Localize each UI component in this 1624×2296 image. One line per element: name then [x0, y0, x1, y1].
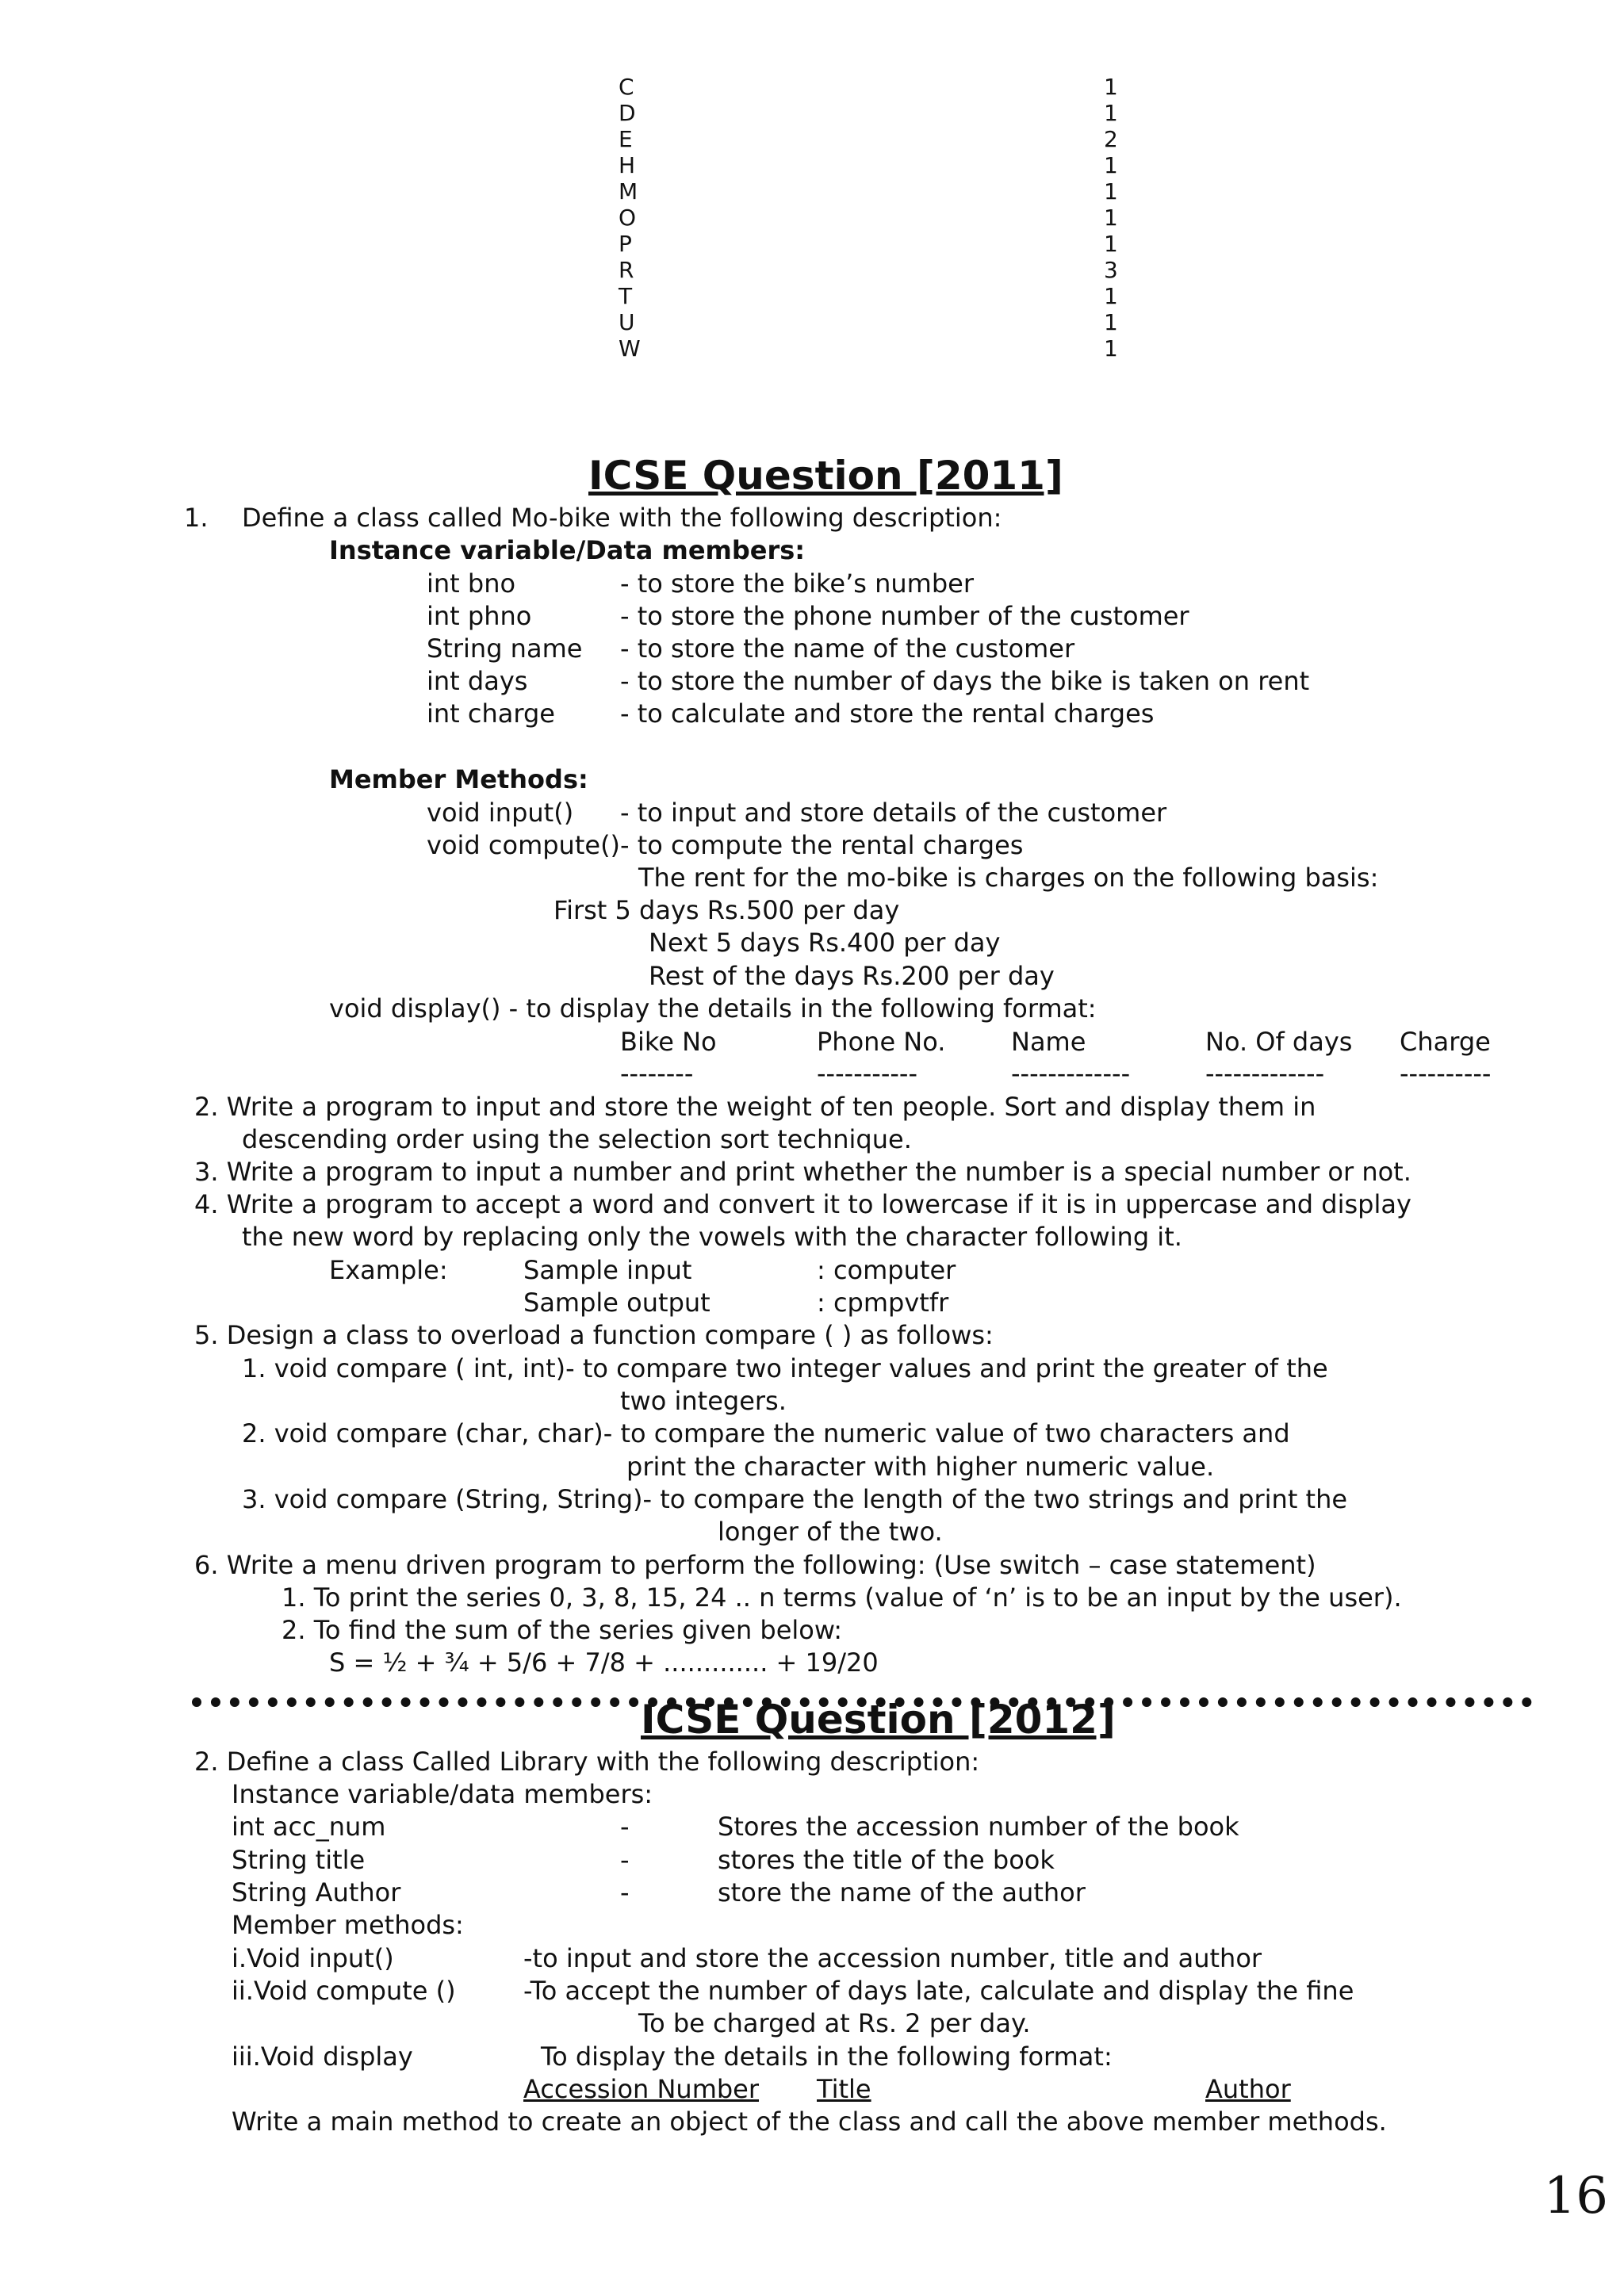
method-desc: To be charged at Rs. 2 per day. [638, 2008, 1031, 2038]
format-dashes: ------------- [1011, 1058, 1131, 1089]
question-text: Define a class called Mo-bike with the following description: [242, 503, 1002, 533]
method-line: void compute()- to compute the rental charges [427, 830, 1024, 860]
table-count: 2 [1104, 126, 1118, 152]
variable-desc: store the name of the author [718, 1877, 1086, 1908]
sub-item: 2. To find the sum of the series given below: [282, 1615, 843, 1645]
table-count: 1 [1104, 309, 1118, 335]
variable-name: int charge [427, 698, 555, 729]
method-name: iii.Void display [232, 2042, 413, 2072]
sub-item: 1. To print the series 0, 3, 8, 15, 24 .. n terms (value of ‘n’ is to be an input by the user). [282, 1582, 1402, 1613]
question-text: 4. Write a program to accept a word and convert it to lowercase if it is in uppercase and display [194, 1189, 1411, 1219]
method-name: i.Void input() [232, 1943, 394, 1973]
variable-desc: - to calculate and store the rental charges [620, 698, 1155, 729]
question-number: 1. [184, 503, 209, 533]
table-letter: H [619, 152, 636, 178]
question-text: Write a main method to create an object of the class and call the above member methods. [232, 2107, 1387, 2137]
subheading-instance-variables: Instance variable/Data members: [329, 535, 806, 565]
table-letter: O [619, 205, 637, 231]
method-name: void input() [427, 798, 574, 828]
format-dashes: ----------- [817, 1058, 918, 1089]
subheading-member-methods: Member methods: [232, 1910, 464, 1940]
format-header: Charge [1400, 1027, 1491, 1057]
method-desc: -To accept the number of days late, calculate and display the fine [523, 1976, 1354, 2006]
subheading-instance-variables: Instance variable/data members: [232, 1779, 653, 1809]
table-letter: P [619, 231, 632, 257]
method-desc: - to input and store details of the customer [620, 798, 1167, 828]
rent-line: Next 5 days Rs.400 per day [649, 928, 1001, 958]
section-heading-2012: ICSE Question [2012] [641, 1697, 1116, 1743]
table-count: 1 [1104, 74, 1118, 100]
method-desc: To display the details in the following format: [541, 2042, 1113, 2072]
table-count: 1 [1104, 205, 1118, 231]
sub-item: 2. void compare (char, char)- to compare the numeric value of two characters and [242, 1418, 1290, 1448]
table-letter: M [619, 178, 638, 205]
variable-name: String title [232, 1845, 366, 1875]
format-header: No. Of days [1205, 1027, 1353, 1057]
variable-dash: - [620, 1877, 630, 1908]
variable-name: String name [427, 633, 583, 664]
variable-dash: - [620, 1812, 630, 1842]
table-letter: C [619, 74, 634, 100]
question-text: the new word by replacing only the vowels with the character following it. [242, 1222, 1182, 1252]
sub-item: two integers. [620, 1386, 787, 1416]
table-letter: E [619, 126, 633, 152]
variable-desc: - to store the phone number of the customer [620, 601, 1189, 631]
question-text: 5. Design a class to overload a function compare ( ) as follows: [194, 1320, 994, 1350]
variable-name: int acc_num [232, 1812, 386, 1842]
subheading-member-methods: Member Methods: [329, 764, 588, 794]
variable-desc: - to store the name of the customer [620, 633, 1075, 664]
sample-value: : cpmpvtfr [817, 1288, 949, 1318]
table-letter: U [619, 309, 635, 335]
table-count: 3 [1104, 257, 1118, 283]
rent-basis: The rent for the mo-bike is charges on the following basis: [638, 863, 1379, 893]
sub-item: print the character with higher numeric value. [626, 1452, 1215, 1482]
variable-desc: stores the title of the book [718, 1845, 1055, 1875]
sample-value: : computer [817, 1255, 956, 1285]
method-line: void display() - to display the details in the following format: [329, 993, 1097, 1024]
sample-label: Sample input [523, 1255, 692, 1285]
rent-line: First 5 days Rs.500 per day [553, 895, 900, 925]
sub-item: 1. void compare ( int, int)- to compare two integer values and print the greater of the [242, 1353, 1328, 1383]
table-count: 1 [1104, 231, 1118, 257]
format-header: Accession Number [523, 2074, 760, 2104]
page-number: 16 [1543, 2167, 1608, 2225]
format-dashes: -------- [620, 1058, 694, 1089]
variable-desc: - to store the number of days the bike is taken on rent [620, 666, 1310, 696]
table-count: 1 [1104, 178, 1118, 205]
question-text: 6. Write a menu driven program to perform the following: (Use switch – case statement) [194, 1550, 1316, 1580]
question-text: 2. Define a class Called Library with the following description: [194, 1747, 980, 1777]
variable-desc: - to store the bike’s number [620, 568, 974, 599]
table-letter: D [619, 100, 636, 126]
question-text: 2. Write a program to input and store the weight of ten people. Sort and display them in [194, 1092, 1316, 1122]
question-text: descending order using the selection sort technique. [242, 1124, 912, 1154]
format-header: Author [1205, 2074, 1291, 2104]
table-count: 1 [1104, 100, 1118, 126]
table-count: 1 [1104, 152, 1118, 178]
format-header: Title [817, 2074, 871, 2104]
format-dashes: ---------- [1400, 1058, 1492, 1089]
table-letter: T [619, 283, 633, 309]
format-dashes: ------------- [1205, 1058, 1325, 1089]
variable-desc: Stores the accession number of the book [718, 1812, 1239, 1842]
method-name: ii.Void compute () [232, 1976, 456, 2006]
sample-label: Sample output [523, 1288, 710, 1318]
variable-dash: - [620, 1845, 630, 1875]
variable-name: String Author [232, 1877, 401, 1908]
table-count: 1 [1104, 335, 1118, 362]
sub-item: 3. void compare (String, String)- to compare the length of the two strings and print the [242, 1484, 1348, 1514]
variable-name: int days [427, 666, 528, 696]
table-letter: W [619, 335, 641, 362]
section-heading-2011: ICSE Question [2011] [588, 453, 1063, 499]
format-header: Name [1011, 1027, 1086, 1057]
table-count: 1 [1104, 283, 1118, 309]
table-letter: R [619, 257, 634, 283]
method-desc: -to input and store the accession number, title and author [523, 1943, 1262, 1973]
variable-name: int bno [427, 568, 516, 599]
question-text: 3. Write a program to input a number and print whether the number is a special number or not. [194, 1157, 1411, 1187]
variable-name: int phno [427, 601, 532, 631]
rent-line: Rest of the days Rs.200 per day [649, 961, 1055, 991]
example-label: Example: [329, 1255, 448, 1285]
format-header: Phone No. [817, 1027, 946, 1057]
series-formula: S = ½ + ¾ + 5/6 + 7/8 + ............. + 19/20 [329, 1647, 879, 1678]
format-header: Bike No [620, 1027, 717, 1057]
sub-item: longer of the two. [718, 1517, 943, 1547]
